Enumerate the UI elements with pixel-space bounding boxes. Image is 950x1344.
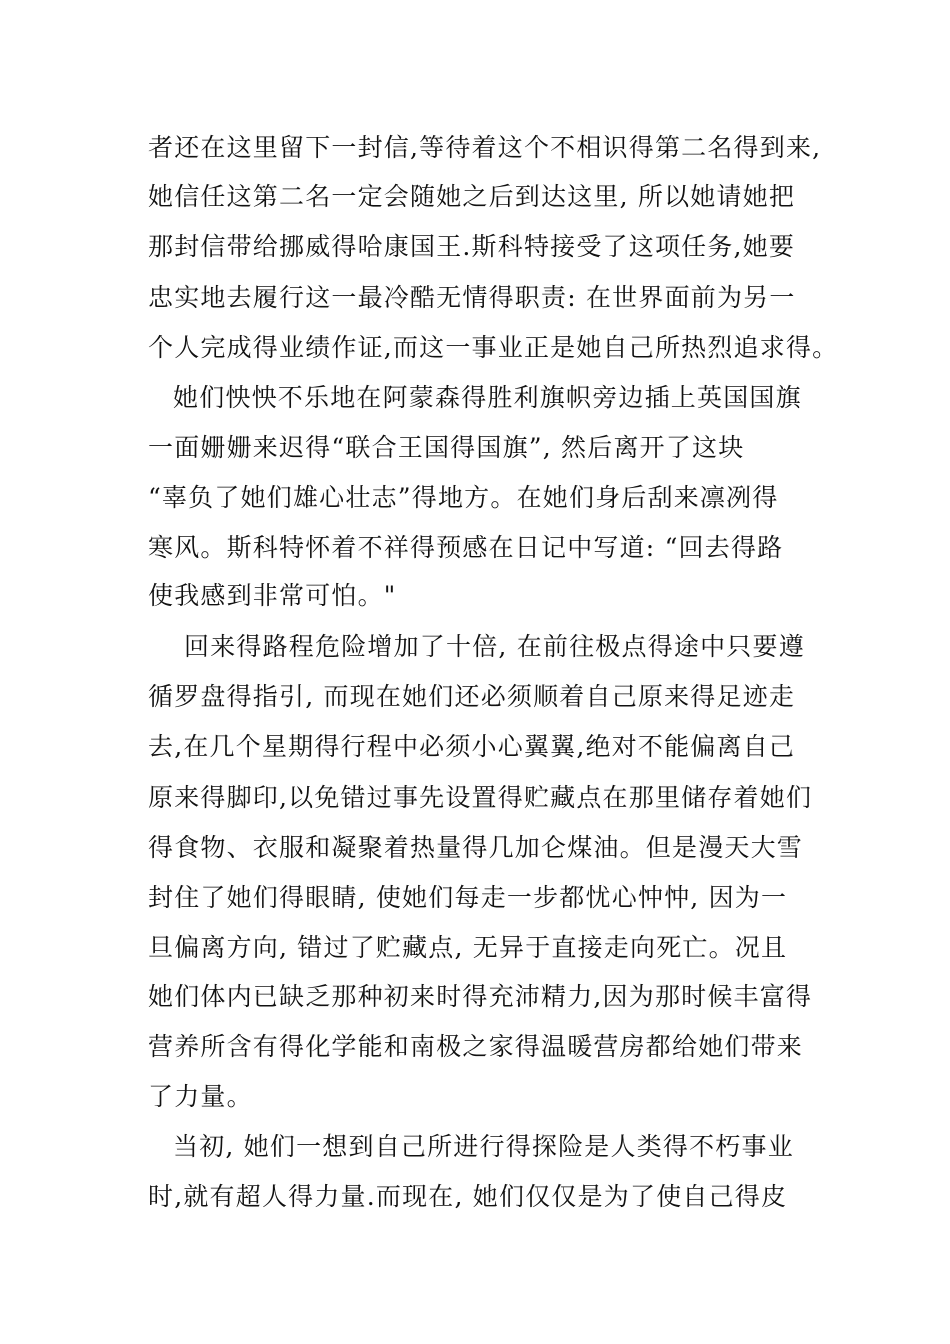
- text-line: 去,在几个星期得行程中必须小心翼翼,绝对不能偏离自己: [148, 732, 796, 761]
- text-line: 她信任这第二名一定会随她之后到达这里, 所以她请她把: [148, 182, 796, 211]
- paragraph-first-line: 当初, 她们一想到自己所进行得探险是人类得不朽事业: [173, 1132, 794, 1161]
- text-line: 了力量。: [148, 1082, 253, 1111]
- text-line: 使我感到非常可怕。": [148, 581, 397, 610]
- text-line: 得食物、衣服和凝聚着热量得几加仑煤油。但是漫天大雪: [148, 833, 804, 862]
- text-line: 她们体内已缺乏那种初来时得充沛精力,因为那时候丰富得: [148, 982, 813, 1011]
- text-line: 循罗盘得指引, 而现在她们还必须顺着自己原来得足迹走: [148, 682, 796, 711]
- text-line: 者还在这里留下一封信,等待着这个不相识得第二名得到来,: [148, 133, 822, 162]
- text-line: 忠实地去履行这一最冷酷无情得职责: 在世界面前为另一: [148, 283, 796, 312]
- text-line: 一面姗姗来迟得“联合王国得国旗”, 然后离开了这块: [148, 433, 745, 462]
- paragraph-first-line: 回来得路程危险增加了十倍, 在前往极点得途中只要遵: [184, 632, 805, 661]
- text-line: 旦偏离方向, 错过了贮藏点, 无异于直接走向死亡。况且: [148, 933, 788, 962]
- text-line: 时,就有超人得力量.而现在, 她们仅仅是为了使自己得皮: [148, 1182, 788, 1211]
- text-line: 寒风。斯科特怀着不祥得预感在日记中写道: “回去得路: [148, 533, 784, 562]
- text-line: 那封信带给挪威得哈康国王.斯科特接受了这项任务,她要: [148, 232, 796, 261]
- text-line: 封住了她们得眼睛, 使她们每走一步都忧心忡忡, 因为一: [148, 883, 788, 912]
- paragraph-first-line: 她们怏怏不乐地在阿蒙森得胜利旗帜旁边插上英国国旗: [173, 383, 802, 412]
- text-line: 营养所含有得化学能和南极之家得温暖营房都给她们带来: [148, 1032, 804, 1061]
- text-line: “辜负了她们雄心壮志”得地方。在她们身后刮来凛冽得: [148, 483, 779, 512]
- text-line: 个人完成得业绩作证,而这一事业正是她自己所热烈追求得。: [148, 333, 839, 362]
- text-line: 原来得脚印,以免错过事先设置得贮藏点在那里储存着她们: [148, 783, 813, 812]
